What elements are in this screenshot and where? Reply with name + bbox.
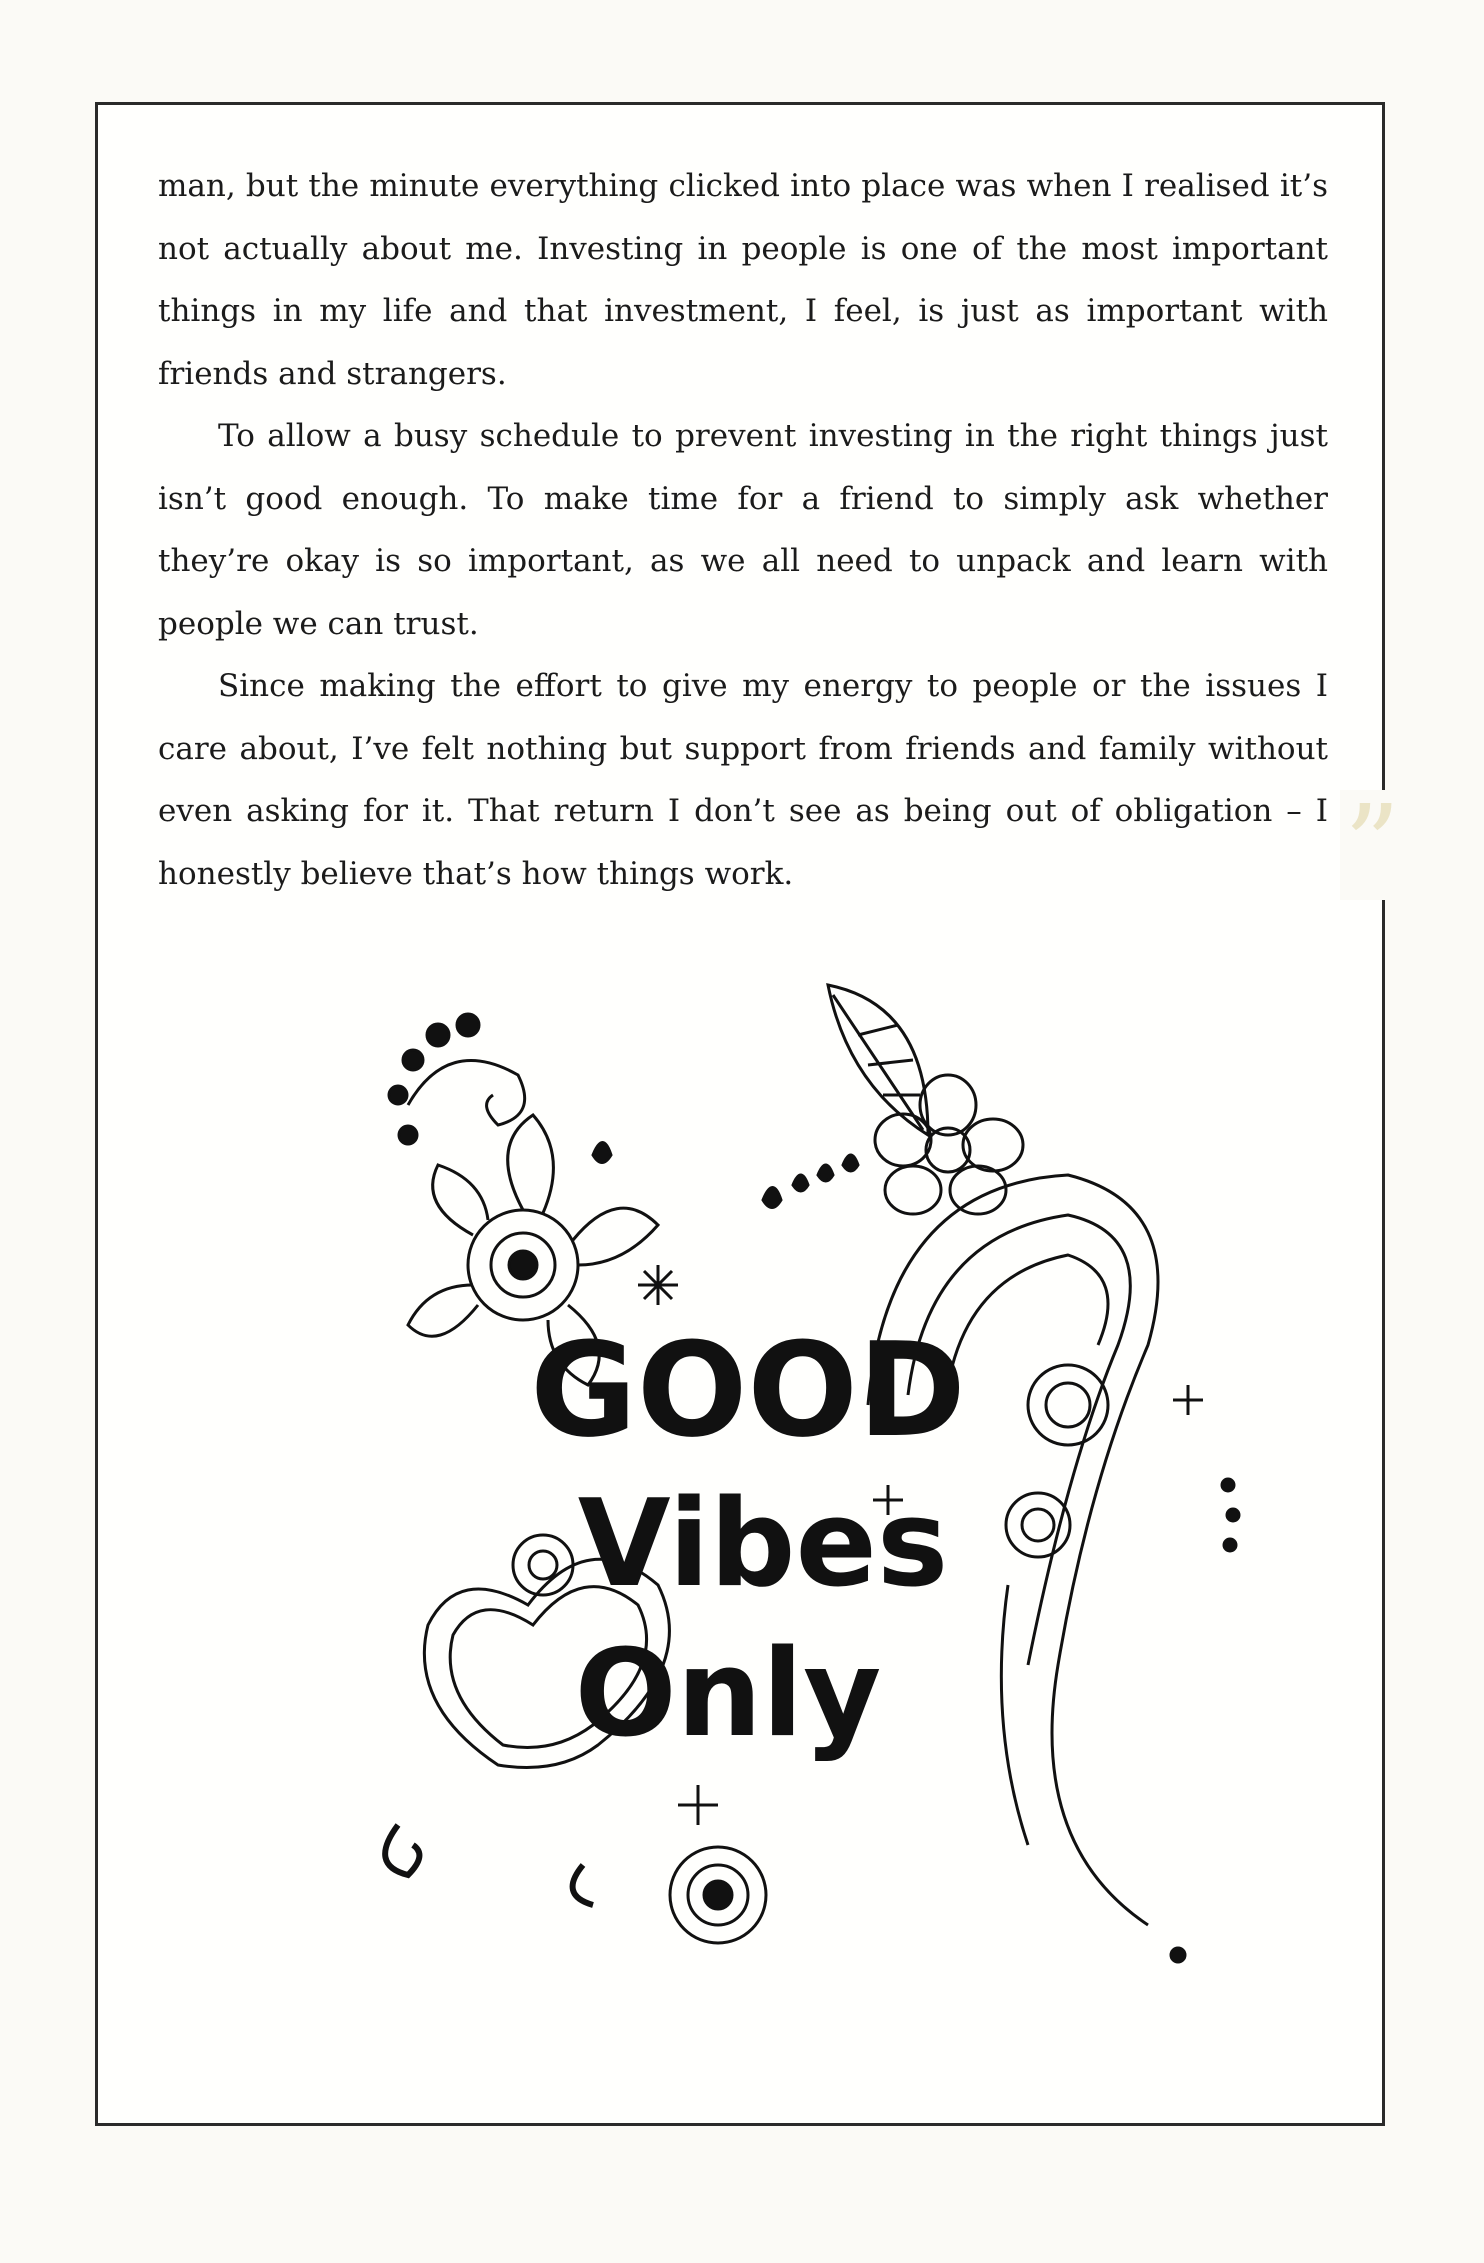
paragraph-1: man, but the minute everything clicked into place was when I realised it’s not actually about me. Investing in people is one of the most important things in my life and that investment, I feel, is just as important with friends and strangers. (158, 168, 1328, 392)
paragraph-2: To allow a busy schedule to prevent investing in the right things just isn’t good enough. To make time for a friend to simply ask whether they’re okay is so important, as we all need to unpack and learn with people we can trust. (158, 418, 1328, 642)
page-frame (95, 102, 1385, 2126)
mandala-doodle (670, 1847, 766, 1943)
paragraph-3: Since making the effort to give my energy to people or the issues I care about, I’ve felt nothing but support from friends and family without even asking for it. That return I don’t see as being out of obligation – I honestly believe that’s how things work. (158, 668, 1328, 892)
spiral-doodle (408, 1060, 525, 1125)
lettering-only: Only (574, 1625, 882, 1764)
body-text (158, 155, 1328, 905)
closing-quote-mark: ” (1340, 790, 1404, 900)
good-vibes-only-illustration (368, 965, 1268, 2015)
lettering-good: GOOD (530, 1314, 966, 1466)
lettering-vibes: Vibes (577, 1475, 949, 1614)
